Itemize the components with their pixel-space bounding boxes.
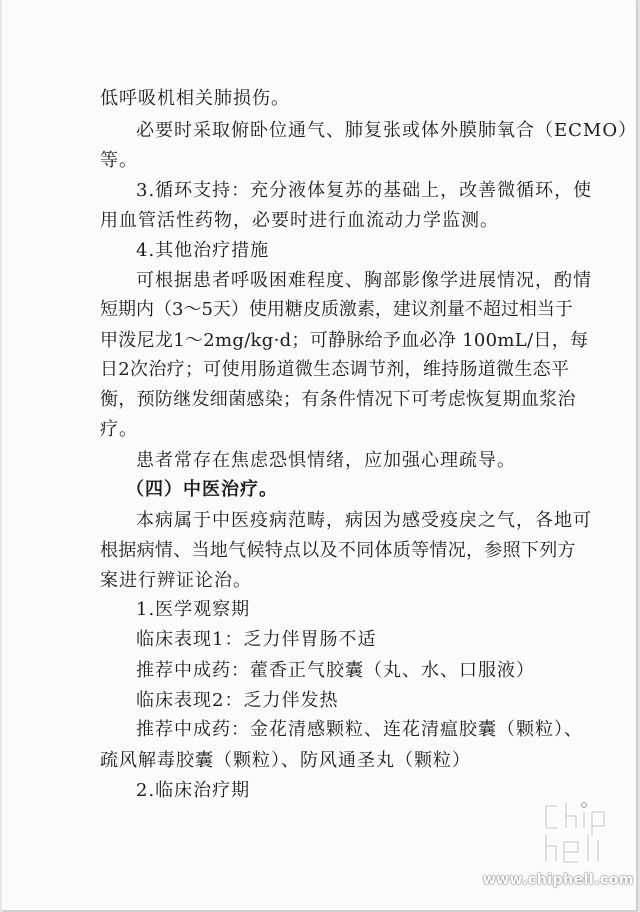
text-line: 日2次治疗；可使用肠道微生态调节剂，维持肠道微生态平 — [100, 359, 570, 380]
text-line: 必要时采取俯卧位通气、肺复张或体外膜肺氧合（ECMO） — [136, 120, 638, 141]
text-line: 短期内（3～5天）使用糖皮质激素，建议剂量不超过相当于 — [100, 299, 573, 320]
document-page — [2, 0, 637, 911]
section-heading: 4.其他治疗措施 — [136, 240, 270, 261]
chiphell-logo — [540, 800, 632, 864]
text-line: 甲泼尼龙1～2mg/kg·d；可静脉给予血必净 100mL/日，每 — [100, 330, 589, 351]
text-line: 推荐中成药：藿香正气胶囊（丸、水、口服液） — [136, 660, 535, 681]
text-line: 推荐中成药：金花清感颗粒、连花清瘟胶囊（颗粒）、 — [136, 719, 583, 740]
text-line: 根据病情、当地气候特点以及不同体质等情况，参照下列方 — [100, 540, 576, 561]
text-line: 等。 — [100, 150, 138, 171]
text-line: 可根据患者呼吸困难程度、胸部影像学进展情况，酌情 — [136, 270, 592, 291]
text-line: 案进行辨证论治。 — [100, 570, 252, 591]
text-line: 低呼吸机相关肺损伤。 — [100, 88, 290, 109]
text-line: 临床表现2：乏力伴发热 — [136, 690, 339, 711]
text-line: 3.循环支持：充分液体复苏的基础上，改善微循环，使 — [136, 180, 593, 201]
section-heading: （四）中医治疗。 — [126, 479, 278, 500]
text-line: 临床表现1：乏力伴胃肠不适 — [136, 629, 377, 650]
watermark-url: www.chiphell.com — [482, 872, 634, 888]
text-line: 用血管活性药物，必要时进行血流动力学监测。 — [100, 210, 499, 231]
text-line: 患者常存在焦虑恐惧情绪，应加强心理疏导。 — [136, 450, 516, 471]
section-heading: 1.医学观察期 — [136, 599, 251, 620]
text-line: 疗。 — [100, 419, 138, 440]
text-line: 本病属于中医疫病范畴，病因为感受疫戾之气，各地可 — [136, 510, 592, 531]
text-line: 疏风解毒胶囊（颗粒）、防风通圣丸（颗粒） — [100, 750, 471, 771]
text-line: 衡，预防继发细菌感染；有条件情况下可考虑恢复期血浆治 — [100, 389, 576, 410]
section-heading: 2.临床治疗期 — [136, 780, 251, 801]
